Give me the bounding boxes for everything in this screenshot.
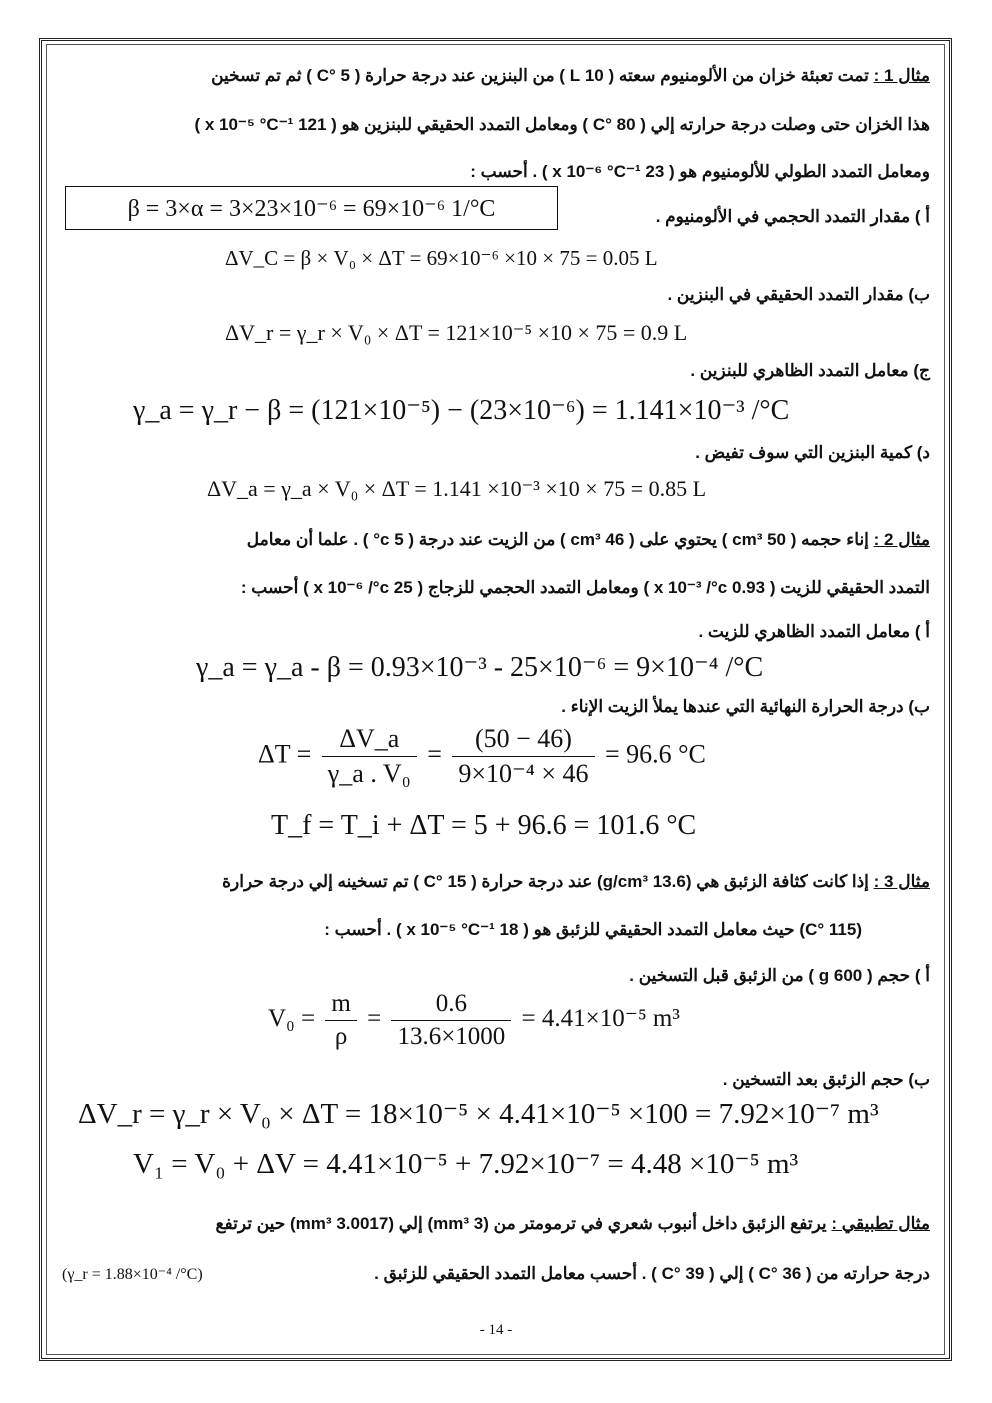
ex3-line1: مثال 3 : إذا كانت كثافة الزئبق هي (13.6 g/cm³) عند درجة حرارة ( 15 °C ) تم تسخينه إلي درجة حرارة xyxy=(222,872,930,891)
page-number: - 14 - xyxy=(479,1322,513,1338)
ex1-equation-d: ΔV_a = γ_a × V₀ × ΔT = 1.141 ×10⁻³ ×10 × 75 = 0.85 L xyxy=(207,476,707,501)
ex1-boxed-equation: β = 3×α = 3×23×10⁻⁶ = 69×10⁻⁶ 1/°C xyxy=(65,186,558,230)
ex2-equation-a: γ_a = γ_a - β = 0.93×10⁻³ - 25×10⁻⁶ = 9×10⁻⁴ /°C xyxy=(196,652,764,683)
ex1-line2: هذا الخزان حتى وصلت درجة حرارته إلي ( 80 °C ) ومعامل التمدد الحقيقي للبنزين هو ( 121 x 10⁻⁵ °C⁻¹ ) xyxy=(194,115,930,134)
ex1-question-a: أ ) مقدار التمدد الحجمي في الألومنيوم . xyxy=(655,207,930,226)
ex2-fraction-2: $\frac{(50 - 46)}{\text{9×10⁻⁴ × 46}}$ xyxy=(452,724,594,789)
ex1-question-b: ب) مقدار التمدد الحقيقي في البنزين . xyxy=(667,285,930,304)
ex2-equation-c: T_f = T_i + ΔT = 5 + 96.6 = 101.6 °C xyxy=(271,810,697,841)
ex1-line3: ومعامل التمدد الطولي للألومنيوم هو ( 23 x 10⁻⁶ °C⁻¹ ) . أحسب : xyxy=(470,162,930,181)
ex1-equation-b: ΔV_r = γ_r × V₀ × ΔT = 121×10⁻⁵ ×10 × 75 = 0.9 L xyxy=(225,320,688,345)
ex4-answer: (γ_r = 1.88×10⁻⁴ /°C) xyxy=(62,1266,203,1283)
ex2-equation-b: ΔT = $\frac{\Delta V\_a}{\text{γ\_a . V₀}}$ = $\frac{(50 - 46)}{\text{9×10⁻⁴ × 46}}$ = 96.6 °C xyxy=(258,724,706,788)
ex2-line1: مثال 2 : إناء حجمه ( 50 cm³ ) يحتوي على ( 46 cm³ ) من الزيت عند درجة ( 5 c° ) . علما أن معامل xyxy=(246,530,930,549)
ex2-question-b: ب) درجة الحرارة النهائية التي عندها يملأ الزيت الإناء . xyxy=(561,697,930,716)
ex3-equation-b: ΔV_r = γ_r × V₀ × ΔT = 18×10⁻⁵ × 4.41×10⁻⁵ ×100 = 7.92×10⁻⁷ m³ xyxy=(78,1098,879,1130)
ex4-line2: درجة حرارته من ( 36 °C ) إلي ( 39 °C ) . أحسب معامل التمدد الحقيقي للزئبق . xyxy=(374,1264,930,1283)
ex1-label: مثال 1 : xyxy=(873,66,930,85)
ex1-question-c: ج) معامل التمدد الظاهري للبنزين . xyxy=(690,361,930,380)
ex4-label: مثال تطبيقي : xyxy=(831,1214,930,1233)
ex3-equation-a: V₀ = $\frac{m}{\rho}$ = $\frac{0.6}{13.6\times 1000}$ = 4.41×10⁻⁵ m³ xyxy=(268,990,680,1050)
ex1-question-d: د) كمية البنزين التي سوف تفيض . xyxy=(695,443,930,462)
ex3-label: مثال 3 : xyxy=(873,872,930,891)
ex3-line2: (115 °C) حيث معامل التمدد الحقيقي للزئبق هو ( 18 x 10⁻⁵ °C⁻¹ ) . أحسب : xyxy=(324,920,862,939)
ex1-equation-c: γ_a = γ_r − β = (121×10⁻⁵) − (23×10⁻⁶) = 1.141×10⁻³ /°C xyxy=(133,395,790,426)
ex2-fraction-1: $\frac{\Delta V\_a}{\text{γ\_a . V₀}}$ xyxy=(322,724,417,789)
ex4-line1: مثال تطبيقي : يرتفع الزئبق داخل أنبوب شعري في ترمومتر من (3 mm³) إلي (3.0017 mm³) حين ترتفع xyxy=(215,1214,930,1233)
ex2-label: مثال 2 : xyxy=(873,530,930,549)
ex2-question-a: أ ) معامل التمدد الظاهري للزيت . xyxy=(698,622,930,641)
ex1-line1: مثال 1 : تمت تعبئة خزان من الألومنيوم سعته ( 10 L ) من البنزين عند درجة حرارة ( 5 °C ) ثم تم تسخين xyxy=(211,66,930,85)
ex2-line2: التمدد الحقيقي للزيت ( 0.93 x 10⁻³ /°c ) ومعامل التمدد الحجمي للزجاج ( 25 x 10⁻⁶ /°c ) أحسب : xyxy=(240,578,930,597)
ex3-equation-c: V₁ = V₀ + ΔV = 4.41×10⁻⁵ + 7.92×10⁻⁷ = 4.48 ×10⁻⁵ m³ xyxy=(133,1148,799,1180)
ex3-fraction-1: $\frac{m}{\rho}$ xyxy=(325,990,356,1051)
ex3-question-b: ب) حجم الزئبق بعد التسخين . xyxy=(722,1070,930,1089)
ex1-equation-a: ΔV_C = β × V₀ × ΔT = 69×10⁻⁶ ×10 × 75 = 0.05 L xyxy=(225,246,658,270)
ex3-fraction-2: $\frac{0.6}{13.6\times 1000}$ xyxy=(391,990,511,1051)
ex3-question-a: أ ) حجم ( 600 g ) من الزئبق قبل التسخين . xyxy=(629,966,930,985)
